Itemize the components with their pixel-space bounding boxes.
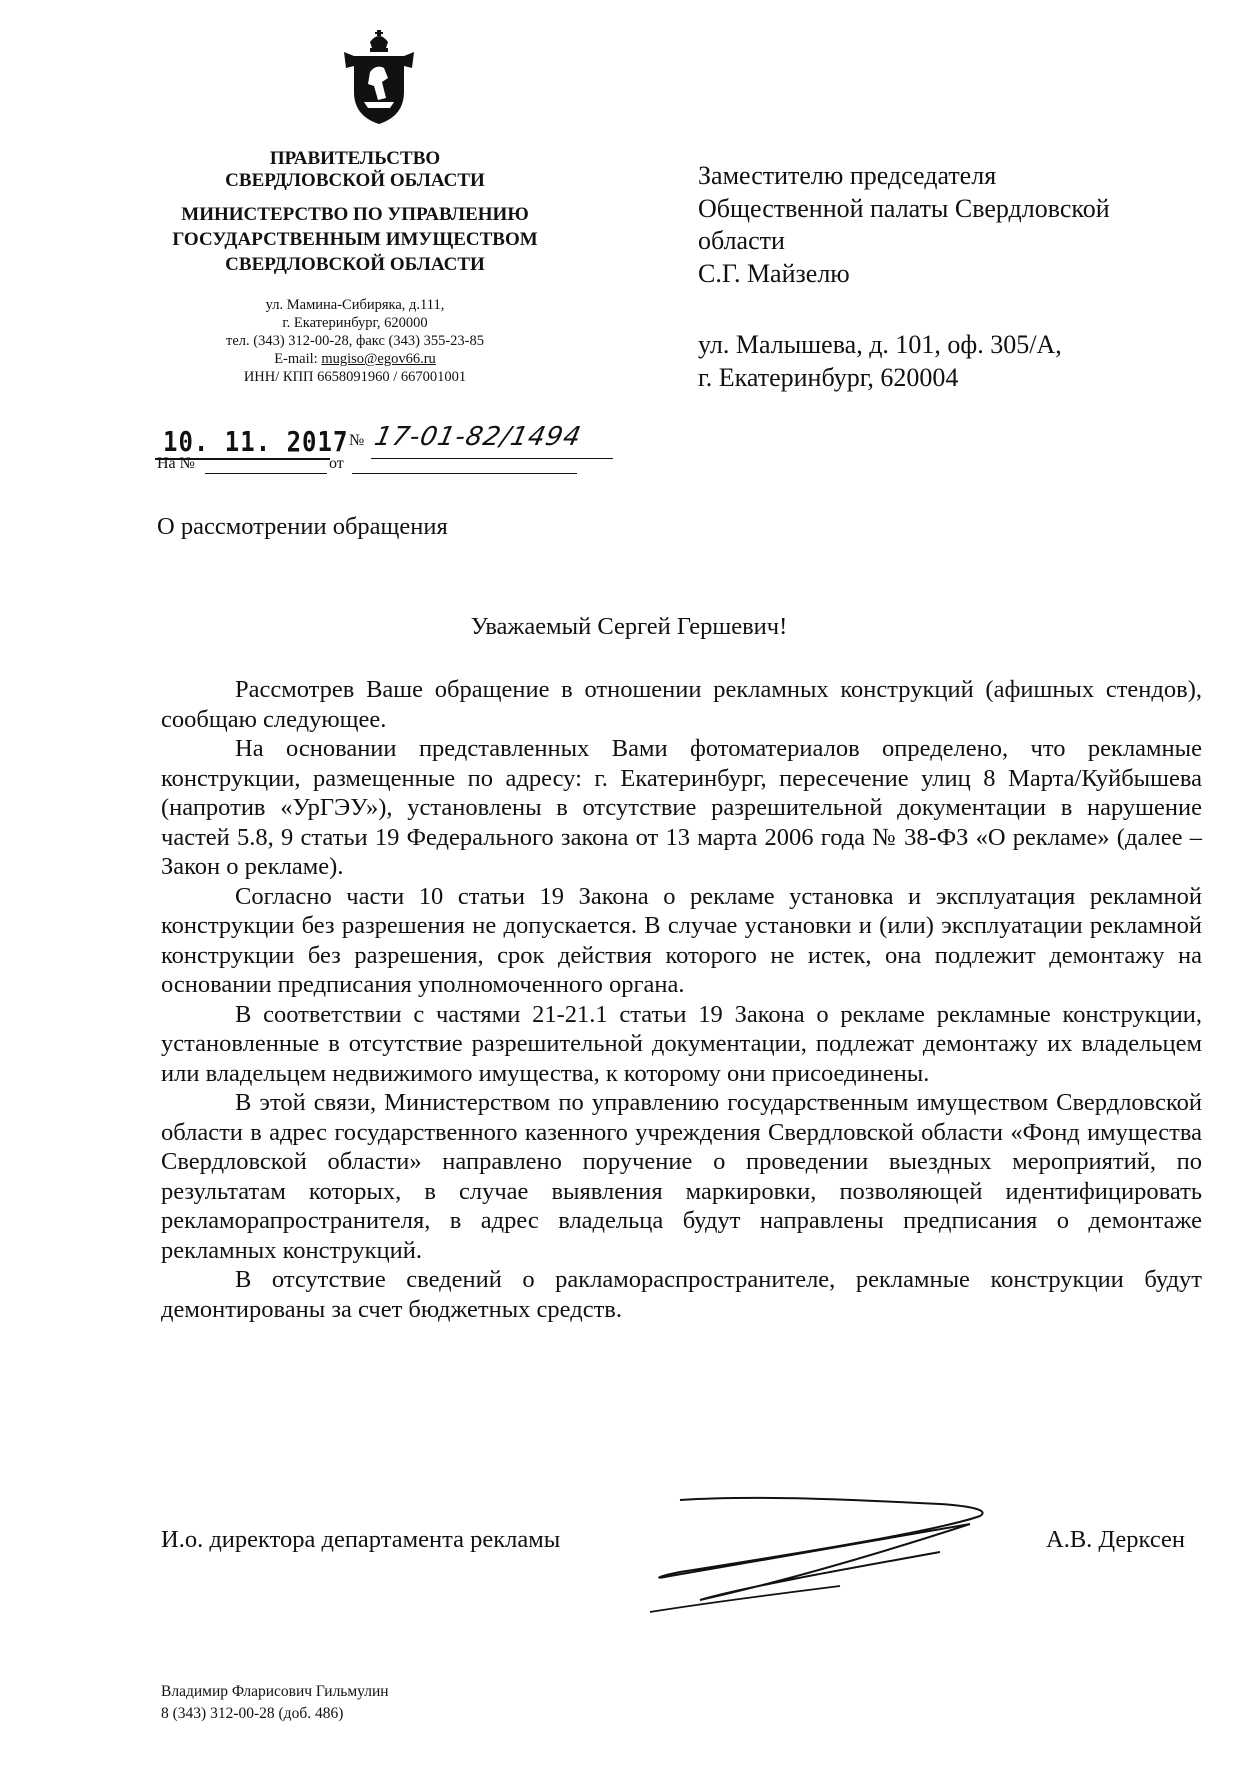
letter-greeting: Уважаемый Сергей Гершевич! [470, 613, 788, 640]
signer-position: И.о. директора департамента рекламы [161, 1526, 561, 1553]
addressee-address [698, 328, 1218, 394]
email-label: E-mail: [274, 351, 318, 367]
registration-line [155, 420, 615, 460]
reply-reference-line [157, 455, 597, 479]
addressee-line: Заместителю председателя [698, 161, 997, 190]
body-paragraph: Согласно части 10 статьи 19 Закона о рекламе установка и эксплуатация рекламной конструкции без разрешения не допускается. В случае установки и (или) эксплуатации рекламной конструкции без разрешения, срок действия которого не истек, она подлежит демонтажу на основании предписания уполномоченного органа. [161, 882, 1202, 998]
government-line: СВЕРДЛОВСКОЙ ОБЛАСТИ [225, 170, 485, 191]
letter-body [161, 675, 1202, 1324]
government-line: ПРАВИТЕЛЬСТВО [269, 148, 441, 169]
number-label: № [349, 432, 365, 449]
letter-subject: О рассмотрении обращения [157, 513, 448, 540]
handwritten-signature [640, 1490, 1020, 1620]
body-paragraph: В отсутствие сведений о ракламораспространителе, рекламные конструкции будут демонтированы за счет бюджетных средств. [161, 1266, 1202, 1323]
phone-fax: тел. (343) 312-00-28, факс (343) 355-23-85 [226, 333, 484, 349]
body-paragraph: В этой связи, Министерством по управлению государственным имуществом Свердловской области в адрес государственного казенного учреждения Свердловской области «Фонд имущества Свердловской области» направлено поручение о проведении выездных мероприятий, по результатам которых, в случае выявления маркировки, позволяющей идентифицировать рекламорапространителя, в адрес владельца будут направлены предписания о демонтаже рекламных конструкций. [161, 1089, 1202, 1264]
inn-kpp: ИНН/ КПП 6658091960 / 667001001 [243, 369, 467, 385]
city-address: г. Екатеринбург, 620000 [282, 315, 428, 331]
registration-number: 17-01-82/1494 [371, 422, 585, 452]
reply-date-blank [352, 473, 577, 474]
government-title [150, 148, 560, 192]
addressee-street: ул. Малышева, д. 101, оф. 305/А, [698, 330, 1062, 359]
addressee-name: С.Г. Майзелю [698, 258, 850, 288]
ministry-line: СВЕРДЛОВСКОЙ ОБЛАСТИ [225, 254, 485, 275]
addressee-line: области [698, 226, 785, 255]
body-paragraph: Рассмотрев Ваше обращение в отношении рекламных конструкций (афишных стендов), сообщаю следующее. [161, 676, 1202, 733]
ministry-contacts [150, 296, 560, 386]
coat-of-arms-emblem [340, 28, 418, 128]
addressee-block [698, 160, 1218, 290]
ministry-line: МИНИСТЕРСТВО ПО УПРАВЛЕНИЮ [181, 204, 529, 225]
executor-phone: 8 (343) 312-00-28 (доб. 486) [161, 1705, 344, 1722]
reply-number-label: На № [157, 455, 195, 472]
addressee-city: г. Екатеринбург, 620004 [698, 363, 959, 392]
registration-date: 10. 11. 2017 [163, 425, 349, 459]
ministry-title [150, 202, 560, 277]
ministry-line: ГОСУДАРСТВЕННЫМ ИМУЩЕСТВОМ [172, 229, 538, 250]
signer-name: А.В. Дерксен [1046, 1526, 1185, 1553]
email-link[interactable]: mugiso@egov66.ru [321, 351, 436, 367]
addressee-line: Общественной палаты Свердловской [698, 193, 1110, 223]
reply-from-label: от [329, 455, 344, 472]
body-paragraph: На основании представленных Вами фотоматериалов определено, что рекламные конструкции, размещенные по адресу: г. Екатеринбург, пересечение улиц 8 Марта/Куйбышева (напротив «УрГЭУ»), установлены в отсутствие разрешительной документации в нарушение частей 5.8, 9 статьи 19 Федерального закона от 13 марта 2006 года № 38-ФЗ «О рекламе» (далее – Закон о рекламе). [161, 735, 1202, 880]
executor-info [161, 1681, 389, 1725]
street-address: ул. Мамина-Сибиряка, д.111, [265, 297, 445, 313]
body-paragraph: В соответствии с частями 21-21.1 статьи 19 Закона о рекламе рекламные конструкции, установленные в отсутствие разрешительной документации, подлежат демонтажу их владельцем или владельцем недвижимого имущества, к которому они присоединены. [161, 1000, 1202, 1087]
email-line [150, 350, 560, 368]
reply-number-blank [205, 473, 327, 474]
executor-name: Владимир Фларисович Гильмулин [161, 1683, 389, 1700]
